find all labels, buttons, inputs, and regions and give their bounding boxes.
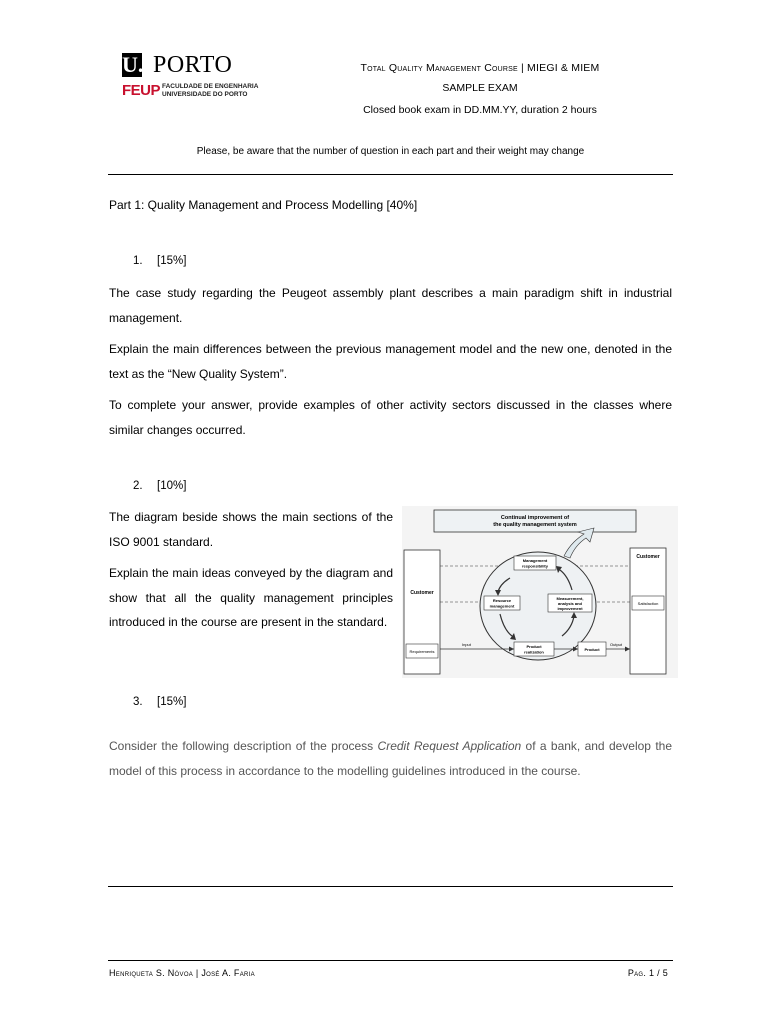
measurement-label-1: Measurement, [556,596,584,601]
question-1-number: 1. [133,255,143,267]
question-1-paragraph-3: To complete your answer, provide examples of other activity sectors discussed in the classes where similar changes occurred. [109,398,672,437]
logo-faculty-line1: FACULDADE DE ENGENHARIA [162,83,259,90]
university-logo [122,52,272,100]
measurement-label-2: analysis and [557,601,583,606]
sample-exam-label: SAMPLE EXAM [442,82,518,94]
customer-right-label: Customer [636,554,660,560]
iso9001-process-diagram [402,506,678,678]
customer-right-box [630,548,666,674]
logo-faculty-line2: UNIVERSIDADE DO PORTO [162,90,248,98]
question-2-paragraph-1: The diagram beside shows the main sections of the ISO 9001 standard. [109,510,393,549]
question-3-number: 3. [133,696,143,708]
resource-management-label-2: management [489,603,515,609]
weight-notice: Please, be aware that the number of question in each part and their weight may change [196,146,585,157]
question-3-process-name: Credit Request Application [377,739,522,753]
course-title: Total Quality Management Course | MIEGI & MIEM [360,62,600,74]
logo-faculty-text [162,83,258,98]
logo-u-mark: U. [122,52,144,77]
question-3-paragraph [109,734,672,783]
continual-improvement-label-2: the quality management system [493,522,577,528]
customer-left-label: Customer [410,590,434,596]
question-3-text-after: of a bank, and develop the model of this process in accordance to the modelling guidelines introduced in the course. [109,739,673,778]
question-3-weight: [15%] [157,696,187,708]
measurement-label-3: improvement [557,606,583,611]
product-realization-label-2: realization [524,649,544,655]
footer-page-number: Pag. 1 / 5 [627,968,668,978]
continual-improvement-label-1: Continual improvement of [500,515,570,521]
management-responsibility-label-2: responsibility [521,563,549,569]
continual-improvement-box [434,510,636,532]
question-1-paragraph-1: The case study regarding the Peugeot assembly plant describes a main paradigm shift in industrial management. [109,286,672,325]
output-label: Output [610,642,623,647]
exam-conditions: Closed book exam in DD.MM.YY, duration 2 hours [363,104,597,116]
footer-authors: Henriqueta S. Nóvoa | José A. Faria [109,968,255,978]
question-3-header [133,696,186,708]
question-1-header [133,255,186,267]
footer-rule [108,960,673,961]
satisfaction-label: Satisfaction [637,601,659,606]
content-end-rule [108,886,673,887]
resource-management-label-1: Resource [492,598,512,603]
question-2-weight: [10%] [157,480,187,492]
question-3-text-before: Consider the following description of the process [109,739,378,753]
product-label: Product [584,647,600,652]
logo-feup-text: FEUP [122,82,161,99]
product-realization-label-1: Product [526,644,542,649]
part1-title: Part 1: Quality Management and Process Modelling [40%] [109,198,418,212]
logo-porto-text: PORTO [153,52,233,78]
question-2-paragraph-2: Explain the main ideas conveyed by the diagram and show that all the quality management principles introduced in the course are present in the standard. [109,566,393,629]
question-1-weight: [15%] [157,255,187,267]
header-rule [108,174,673,175]
question-1-paragraph-2: Explain the main differences between the previous management model and the new one, denoted in the text as the “New Quality System”. [109,342,672,381]
input-label: Input [462,642,471,647]
requirements-label: Requirements [409,649,435,654]
question-2-number: 2. [133,480,143,492]
question-2-header [133,480,186,492]
management-responsibility-label-1: Management [522,558,548,563]
